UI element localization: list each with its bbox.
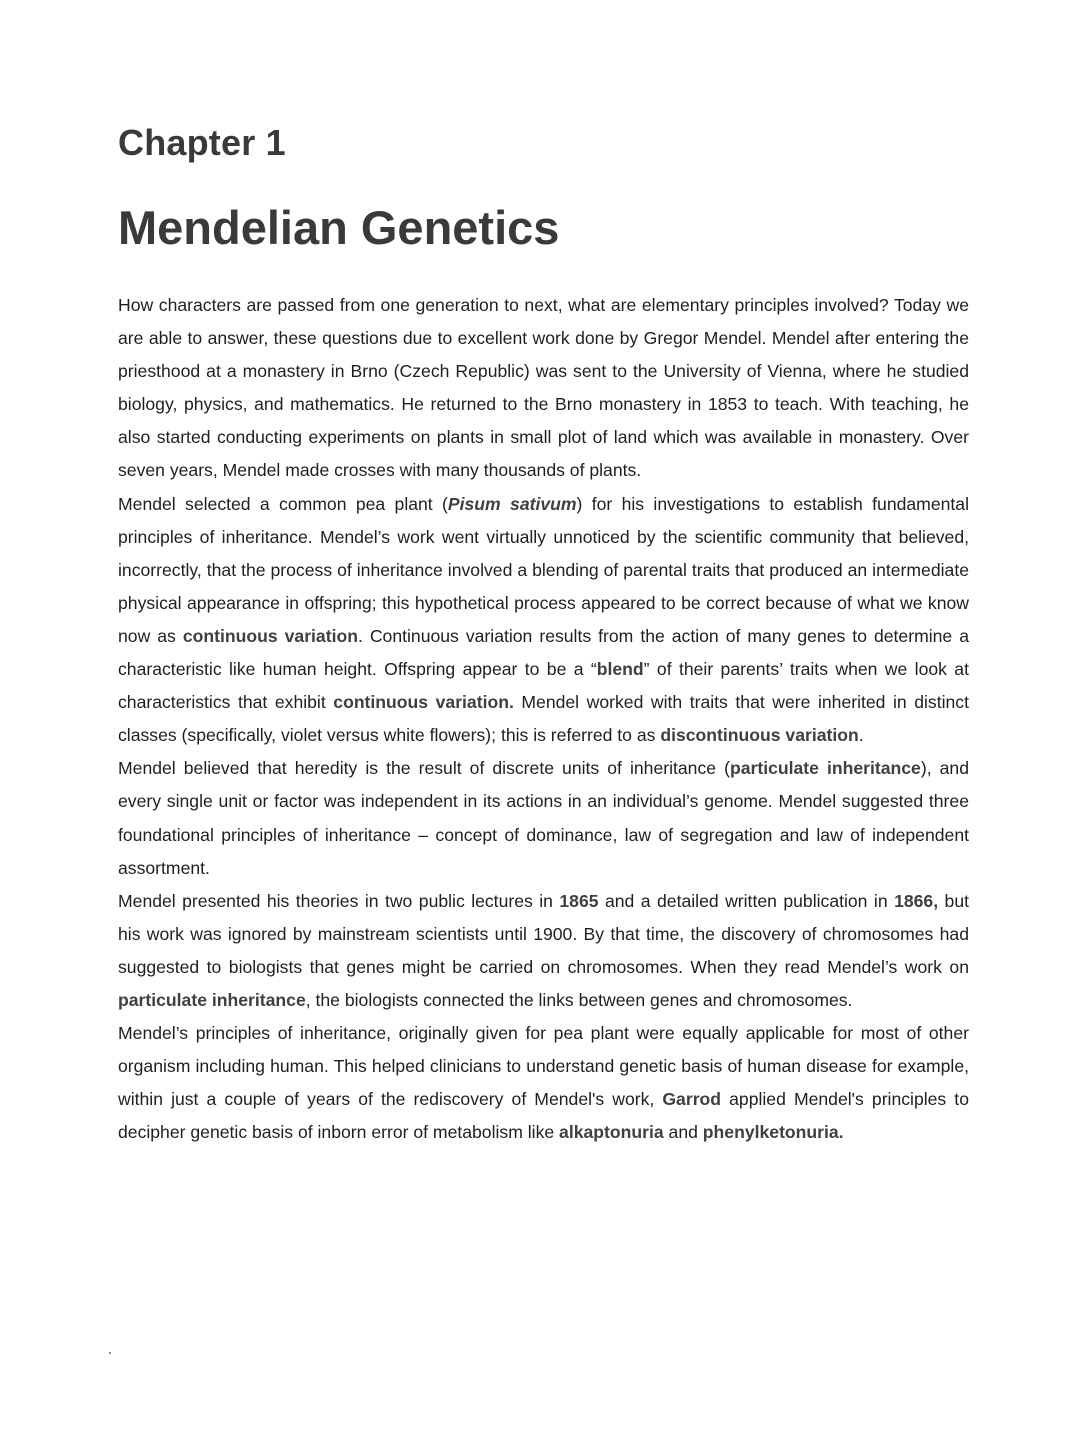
text-run: applied Mendel's principles to decipher genetic basis of inborn error of metabolism like <box>118 1089 969 1143</box>
paragraph-5 <box>118 1017 969 1149</box>
paragraph-2 <box>118 488 969 753</box>
year-1866: 1866, <box>894 890 939 911</box>
paragraph-4 <box>118 885 969 1017</box>
text-run: ), and every single unit or factor was independent in its actions in an individual’s genome. Mendel suggested three foundational principles of inheritance – concept of dominance, law of segregation and law of independent assortment. <box>118 758 969 878</box>
text-run: but his work was ignored by mainstream scientists until 1900. By that time, the discovery of chromosomes had suggested to biologists that genes might be carried on chromosomes. When they read Mendel’s work on <box>118 890 969 977</box>
chapter-label: Chapter 1 <box>118 122 286 163</box>
text-run: Mendel worked with traits that were inherited in distinct classes (specifically, violet versus white flowers); this is referred to as <box>118 692 969 746</box>
text-run: ) for his investigations to establish fundamental principles of inheritance. Mendel’s work went virtually unnoticed by the scientific community that believed, incorrectly, that the process of inheritance involved a blending of parental traits that produced an intermediate physical appearance in offspring; this hypothetical process appeared to be correct because of what we know now as <box>118 493 969 646</box>
paragraph-1 <box>118 289 969 488</box>
year-1865: 1865 <box>559 890 599 911</box>
text-run: and <box>663 1122 703 1143</box>
page-mark <box>109 1352 111 1354</box>
text-run: , the biologists connected the links between genes and chromosomes. <box>305 989 853 1010</box>
text-run: and a detailed written publication in <box>598 890 895 911</box>
text-run: Mendel presented his theories in two public lectures in <box>118 890 560 911</box>
text-run: ” of their parents’ traits when we look at characteristics that exhibit <box>118 659 969 713</box>
name-garrod: Garrod <box>662 1089 722 1110</box>
text-run: . <box>858 725 864 746</box>
paragraph-3 <box>118 752 969 884</box>
term-continuous-variation: continuous variation <box>182 625 358 646</box>
term-continuous-variation: continuous variation. <box>333 692 514 713</box>
term-particulate-inheritance: particulate inheritance <box>729 758 921 779</box>
text-run: Mendel believed that heredity is the result of discrete units of inheritance ( <box>118 758 730 779</box>
term-phenylketonuria: phenylketonuria. <box>702 1122 844 1143</box>
text-run: Mendel selected a common pea plant ( <box>118 493 448 514</box>
term-particulate-inheritance: particulate inheritance <box>118 989 306 1010</box>
term-blend: blend <box>596 659 644 680</box>
paragraph-1-text: How characters are passed from one generation to next, what are elementary principles involved? Today we are able to answer, these questions due to excellent work done by Gregor Mendel. Mendel after entering the priesthood at a monastery in Brno (Czech Republic) was sent to the University of Vienna, where he studied biology, physics, and mathematics. He returned to the Brno monastery in 1853 to teach. With teaching, he also started conducting experiments on plants in small plot of land which was available in monastery. Over seven years, Mendel made crosses with many thousands of plants. <box>118 295 969 481</box>
text-run: Mendel’s principles of inheritance, originally given for pea plant were equally applicable for most of other organism including human. This helped clinicians to understand genetic basis of human disease for example, within just a couple of years of the rediscovery of Mendel's work, <box>118 1023 969 1110</box>
species-name: Pisum sativum <box>447 493 577 514</box>
term-discontinuous-variation: discontinuous variation <box>660 725 859 746</box>
text-run: . Continuous variation results from the action of many genes to determine a characteristic like human height. Offspring appear to be a “ <box>118 625 969 680</box>
chapter-title: Mendelian Genetics <box>118 201 560 254</box>
term-alkaptonuria: alkaptonuria <box>559 1122 664 1143</box>
body-text <box>118 289 969 1149</box>
